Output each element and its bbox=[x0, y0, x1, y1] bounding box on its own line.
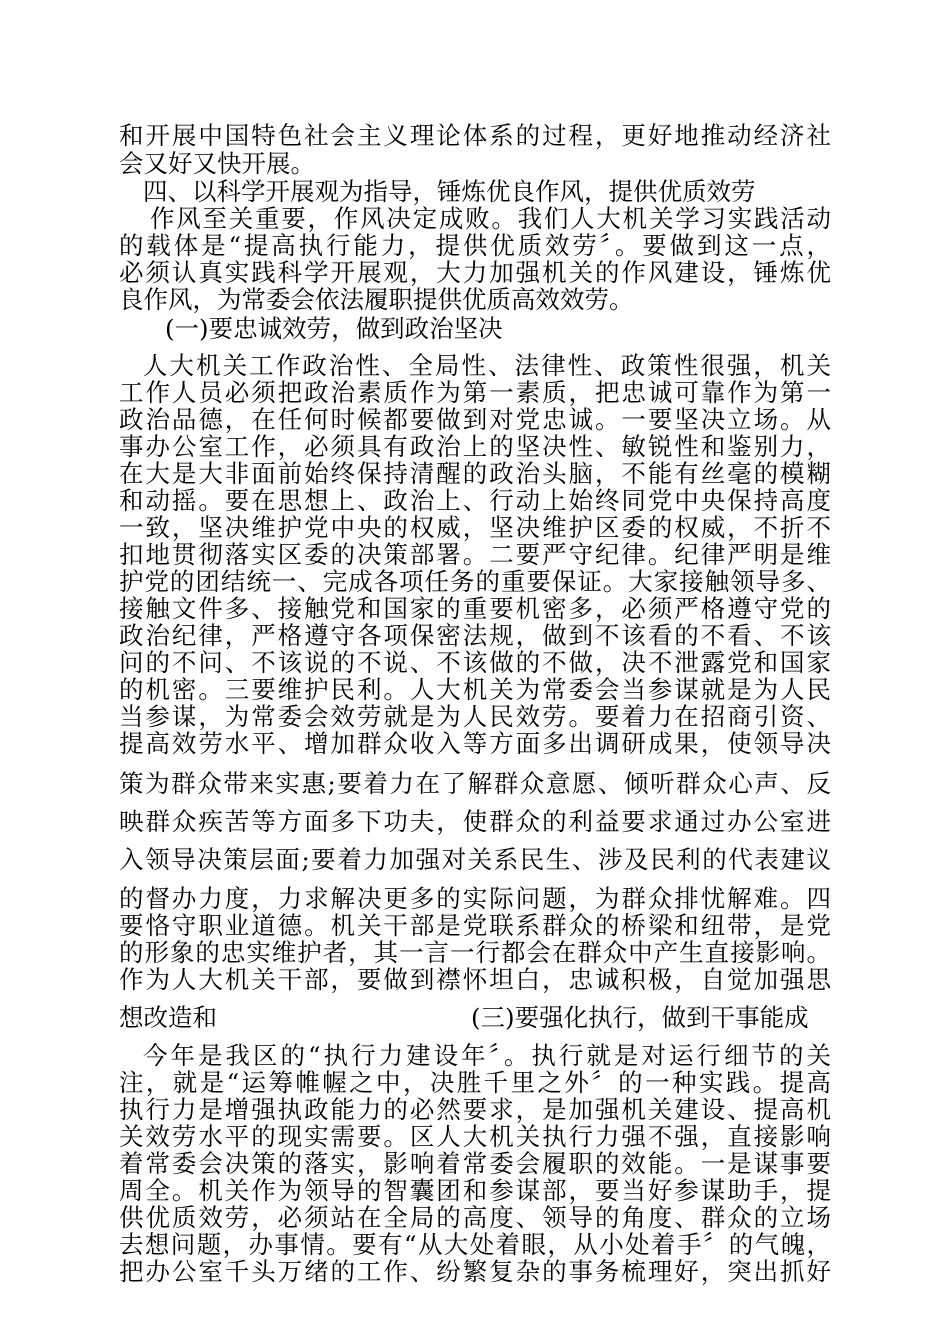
paragraph-line: 的形象的忠实维护者，其一言一行都会在群众中产生直接影响。 bbox=[119, 938, 831, 967]
paragraph-line: 必须认真实践科学开展观，大力加强机关的作风建设，锤炼优 bbox=[119, 258, 831, 287]
paragraph-line-fragment: 想改造和 bbox=[119, 1003, 217, 1032]
paragraph-line: 人大机关工作政治性、全局性、法律性、政策性很强，机关 bbox=[143, 351, 831, 380]
split-line bbox=[119, 1004, 831, 1032]
paragraph-line: 着常委会决策的落实，影响着常委会履职的效能。一是谋事要 bbox=[119, 1149, 831, 1178]
paragraph-line: 去想问题，办事情。要有“从大处着眼，从小处着手〞的气魄， bbox=[119, 1230, 831, 1259]
paragraph-line: 的机密。三要维护民利。人大机关为常委会当参谋就是为人民 bbox=[119, 675, 831, 704]
paragraph-line: 执行力是增强执政能力的必然要求，是加强机关建设、提高机 bbox=[119, 1095, 831, 1124]
paragraph-line: 供优质效劳，必须站在全局的高度、领导的角度、群众的立场 bbox=[119, 1203, 831, 1232]
paragraph-line: 护党的团结统一、完成各项任务的重要保证。大家接触领导多、 bbox=[119, 567, 831, 596]
subsection-heading: (一)要忠诚效劳，做到政治坚决 bbox=[165, 314, 503, 343]
paragraph-line: 在大是大非面前始终保持清醒的政治头脑，不能有丝毫的模糊 bbox=[119, 459, 831, 488]
subsection-heading: (三)要强化执行，做到干事能成 bbox=[471, 1003, 809, 1032]
paragraph-line: 政治品德，在任何时候都要做到对党忠诚。一要坚决立场。从 bbox=[119, 405, 831, 434]
section-heading: 四、以科学开展观为指导，锤炼优良作风，提供优质效劳 bbox=[143, 177, 756, 206]
paragraph-line: 策为群众带来实惠;要着力在了解群众意愿、倾听群众心声、反 bbox=[119, 769, 831, 798]
paragraph-line: 要恪守职业道德。机关干部是党联系群众的桥梁和纽带，是党 bbox=[119, 911, 831, 940]
paragraph-line: 和开展中国特色社会主义理论体系的过程，更好地推动经济社 bbox=[119, 121, 831, 150]
paragraph-line: 作为人大机关干部，要做到襟怀坦白，忠诚积极，自觉加强思 bbox=[119, 965, 831, 994]
paragraph-line: 作风至关重要，作风决定成败。我们人大机关学习实践活动 bbox=[150, 204, 831, 233]
paragraph-line: 当参谋，为常委会效劳就是为人民效劳。要着力在招商引资、 bbox=[119, 702, 831, 731]
paragraph-line: 接触文件多、接触党和国家的重要机密多，必须严格遵守党的 bbox=[119, 594, 831, 623]
paragraph-line: 关效劳水平的现实需要。区人大机关执行力强不强，直接影响 bbox=[119, 1122, 831, 1151]
paragraph-line: 良作风，为常委会依法履职提供优质高效效劳。 bbox=[119, 285, 634, 314]
paragraph-line: 周全。机关作为领导的智囊团和参谋部，要当好参谋助手，提 bbox=[119, 1176, 831, 1205]
paragraph-line: 把办公室千头万绪的工作、纷繁复杂的事务梳理好，突出抓好 bbox=[119, 1257, 831, 1286]
paragraph-line: 工作人员必须把政治素质作为第一素质，把忠诚可靠作为第一 bbox=[119, 378, 831, 407]
paragraph-line: 事办公室工作，必须具有政治上的坚决性、敏锐性和鉴别力， bbox=[119, 432, 831, 461]
paragraph-line: 一致，坚决维护党中央的权威，坚决维护区委的权威，不折不 bbox=[119, 513, 831, 542]
paragraph-line: 的督办力度，力求解决更多的实际问题，为群众排忧解难。四 bbox=[119, 884, 831, 913]
paragraph-line: 会又好又快开展。 bbox=[119, 149, 315, 178]
paragraph-line: 提高效劳水平、增加群众收入等方面多出调研成果，使领导决 bbox=[119, 729, 831, 758]
paragraph-line: 问的不问、不该说的不说、不该做的不做，决不泄露党和国家 bbox=[119, 648, 831, 677]
paragraph-line: 入领导决策层面;要着力加强对关系民生、涉及民利的代表建议 bbox=[119, 845, 831, 874]
paragraph-line: 扣地贯彻落实区委的决策部署。二要严守纪律。纪律严明是维 bbox=[119, 540, 831, 569]
paragraph-line: 注，就是“运筹帷幄之中，决胜千里之外〞的一种实践。提高 bbox=[119, 1068, 831, 1097]
paragraph-line: 映群众疾苦等方面多下功夫，使群众的利益要求通过办公室进 bbox=[119, 807, 831, 836]
paragraph-line: 今年是我区的“执行力建设年〞。执行就是对运行细节的关 bbox=[143, 1041, 831, 1070]
paragraph-line: 的载体是“提高执行能力，提供优质效劳〞。要做到这一点， bbox=[119, 231, 831, 260]
paragraph-line: 和动摇。要在思想上、政治上、行动上始终同党中央保持高度 bbox=[119, 486, 831, 515]
paragraph-line: 政治纪律，严格遵守各项保密法规，做到不该看的不看、不该 bbox=[119, 621, 831, 650]
